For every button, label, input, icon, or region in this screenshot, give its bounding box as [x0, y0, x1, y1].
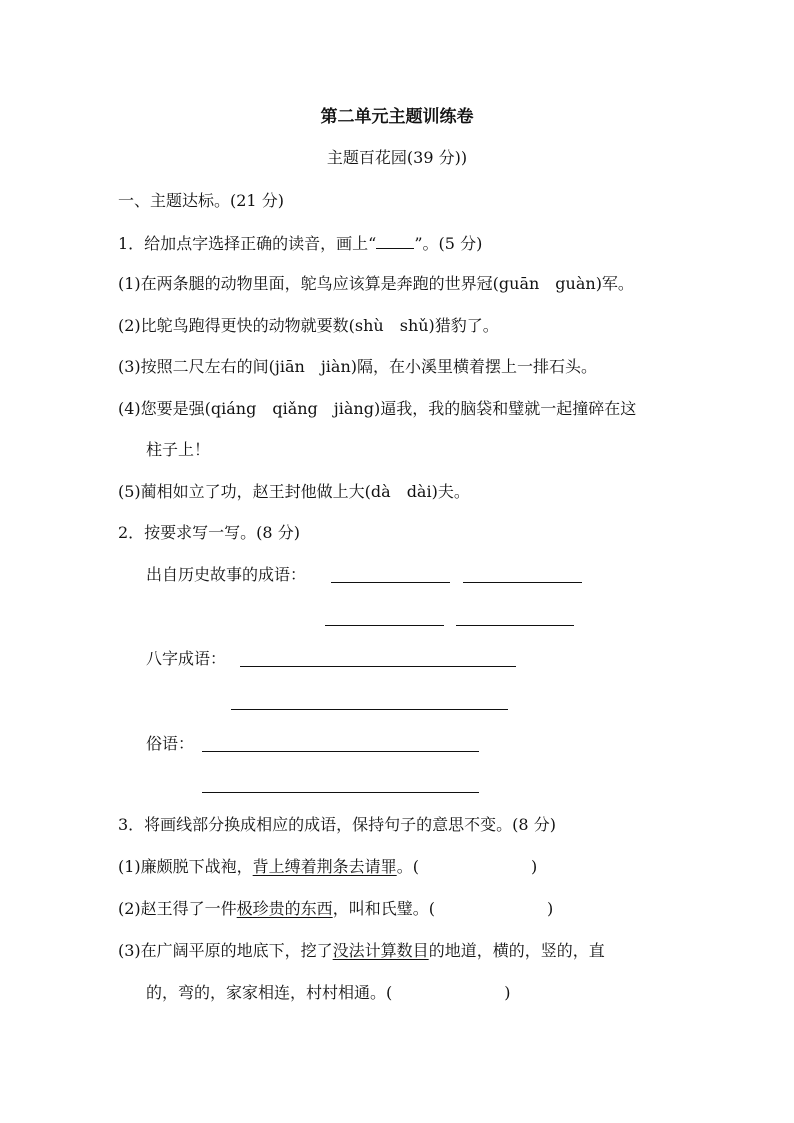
answer-blank[interactable] [456, 609, 574, 626]
question-3-item-3 [118, 940, 605, 962]
question-3-item-2 [118, 898, 553, 920]
question-1-title-b: ”。(5 分) [414, 234, 483, 253]
underlined-phrase: 没法计算数目 [332, 941, 429, 960]
section-heading: 一、主题达标。(21 分) [118, 191, 284, 210]
question-3-title: 3．将画线部分换成相应的成语，保持句子的意思不变。(8 分) [118, 815, 556, 834]
idioms-row [146, 564, 306, 586]
page-title: 第二单元主题训练卷 [320, 107, 474, 127]
answer-mark-blank [376, 232, 414, 249]
q3-s1-post: 。( [396, 857, 419, 876]
answer-blank[interactable] [202, 776, 479, 793]
answer-blank[interactable] [240, 650, 516, 667]
question-1-item-5: (5)蔺相如立了功，赵王封他做上大(dà dài)夫。 [118, 482, 470, 501]
question-3-item-3-cont [146, 982, 511, 1004]
answer-blank[interactable] [325, 609, 444, 626]
q3-s3-pre: (3)在广阔平原的地底下，挖了 [118, 941, 333, 960]
eight-char-label: 八字成语： [146, 649, 227, 668]
close-paren: ) [546, 899, 554, 918]
q3-s3-post: 的地道，横的，竖的，直 [428, 941, 605, 960]
q3-s2-post: ，叫和氏璧。( [332, 899, 435, 918]
question-1-title [118, 232, 482, 255]
q3-s1-pre: (1)廉颇脱下战袍， [118, 857, 253, 876]
underlined-phrase: 背上缚着荆条去请罪 [252, 857, 397, 876]
question-2-title: 2．按要求写一写。(8 分) [118, 523, 300, 542]
question-1-item-4: (4)您要是强(qiáng qiǎng jiàng)逼我，我的脑袋和璧就一起撞碎在这 [118, 399, 637, 418]
page-subtitle: 主题百花园(39 分)) [326, 148, 468, 167]
answer-blank[interactable] [463, 566, 582, 583]
idioms-label: 出自历史故事的成语： [146, 565, 307, 584]
question-3-item-1 [118, 856, 537, 878]
close-paren: ) [504, 983, 511, 1002]
question-1-item-2: (2)比鸵鸟跑得更快的动物就要数(shù shǔ)猎豹了。 [118, 316, 499, 335]
proverb-label: 俗语： [146, 734, 195, 753]
question-1-title-a: 1．给加点字选择正确的读音，画上“ [118, 234, 377, 253]
answer-blank[interactable] [331, 566, 450, 583]
underlined-phrase: 极珍贵的东西 [236, 899, 333, 918]
question-1-item-1: (1)在两条腿的动物里面，鸵鸟应该算是奔跑的世界冠(guān guàn)军。 [118, 274, 634, 293]
answer-blank[interactable] [202, 735, 479, 752]
close-paren: ) [530, 857, 538, 876]
q3-s2-pre: (2)赵王得了一件 [118, 899, 237, 918]
question-1-item-3: (3)按照二尺左右的间(jiān jiàn)隔，在小溪里横着摆上一排石头。 [118, 357, 597, 376]
answer-blank[interactable] [231, 693, 508, 710]
q3-s3-line2: 的，弯的，家家相连，村村相通。( [146, 983, 393, 1002]
question-1-item-4-cont: 柱子上！ [146, 440, 211, 459]
